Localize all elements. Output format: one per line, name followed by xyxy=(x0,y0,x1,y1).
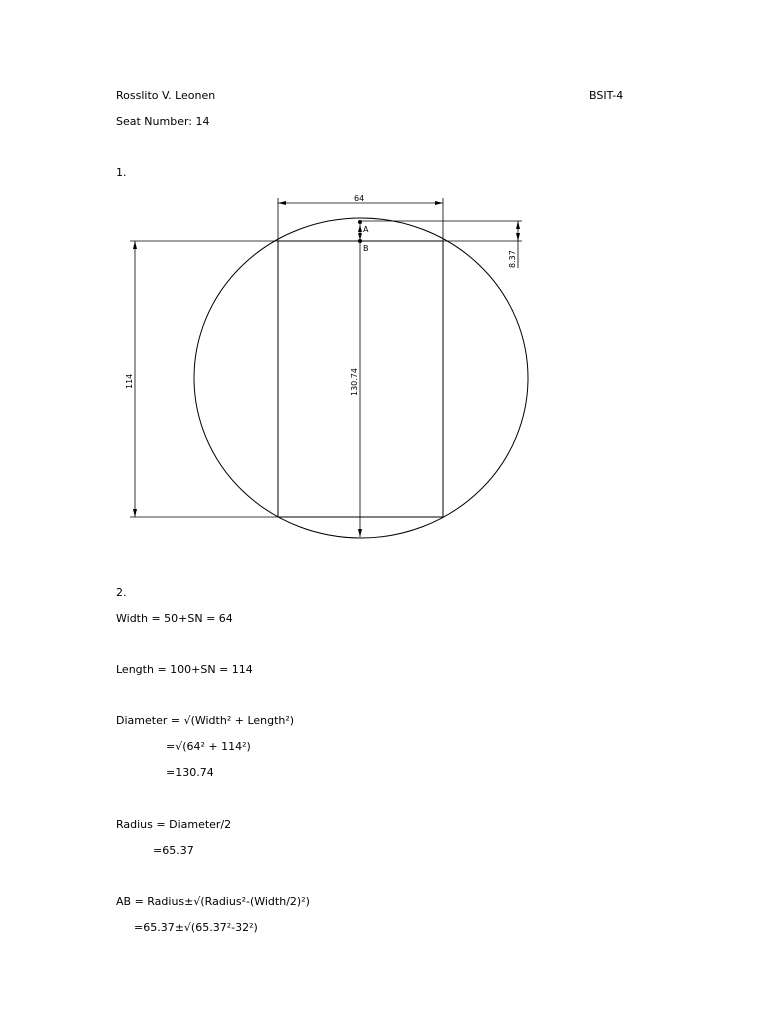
offset-label: 8.37 xyxy=(508,250,517,268)
point-a-dot xyxy=(358,220,362,224)
diameter-equation: Diameter = √(Width² + Length²) xyxy=(116,714,295,727)
problem-1-number: 1. xyxy=(116,166,127,179)
width-equation: Width = 50+SN = 64 xyxy=(116,612,233,625)
ab-arrow-down xyxy=(358,233,362,240)
student-name: Rosslito V. Leonen xyxy=(116,89,216,102)
course-code: BSIT-4 xyxy=(589,89,624,102)
ab-step-1: =65.37±√(65.37²-32²) xyxy=(134,921,258,934)
radius-equation: Radius = Diameter/2 xyxy=(116,818,232,831)
width-arrow-left xyxy=(278,201,286,205)
diameter-arrow-bottom xyxy=(358,529,362,537)
ab-equation: AB = Radius±√(Radius²-(Width/2)²) xyxy=(116,895,310,908)
width-label: 64 xyxy=(354,194,365,203)
diameter-label: 130.74 xyxy=(350,368,359,396)
offset-arrow-top xyxy=(516,221,520,229)
diameter-step-1: =√(64² + 114²) xyxy=(166,740,251,753)
ab-arrow-up xyxy=(358,225,362,232)
height-arrow-top xyxy=(133,241,137,249)
diameter-step-2: =130.74 xyxy=(166,766,214,779)
point-b-label: B xyxy=(363,244,369,253)
point-b-dot xyxy=(358,239,362,243)
length-equation: Length = 100+SN = 114 xyxy=(116,663,253,676)
seat-number: Seat Number: 14 xyxy=(116,115,210,128)
height-label: 114 xyxy=(125,373,134,389)
inscribed-rectangle xyxy=(278,241,443,517)
problem-2-number: 2. xyxy=(116,586,127,599)
offset-arrow-bottom xyxy=(516,233,520,241)
width-arrow-right xyxy=(435,201,443,205)
circle-shape xyxy=(194,218,528,538)
point-a-label: A xyxy=(363,225,369,234)
height-arrow-bottom xyxy=(133,509,137,517)
radius-step-1: =65.37 xyxy=(153,844,194,857)
